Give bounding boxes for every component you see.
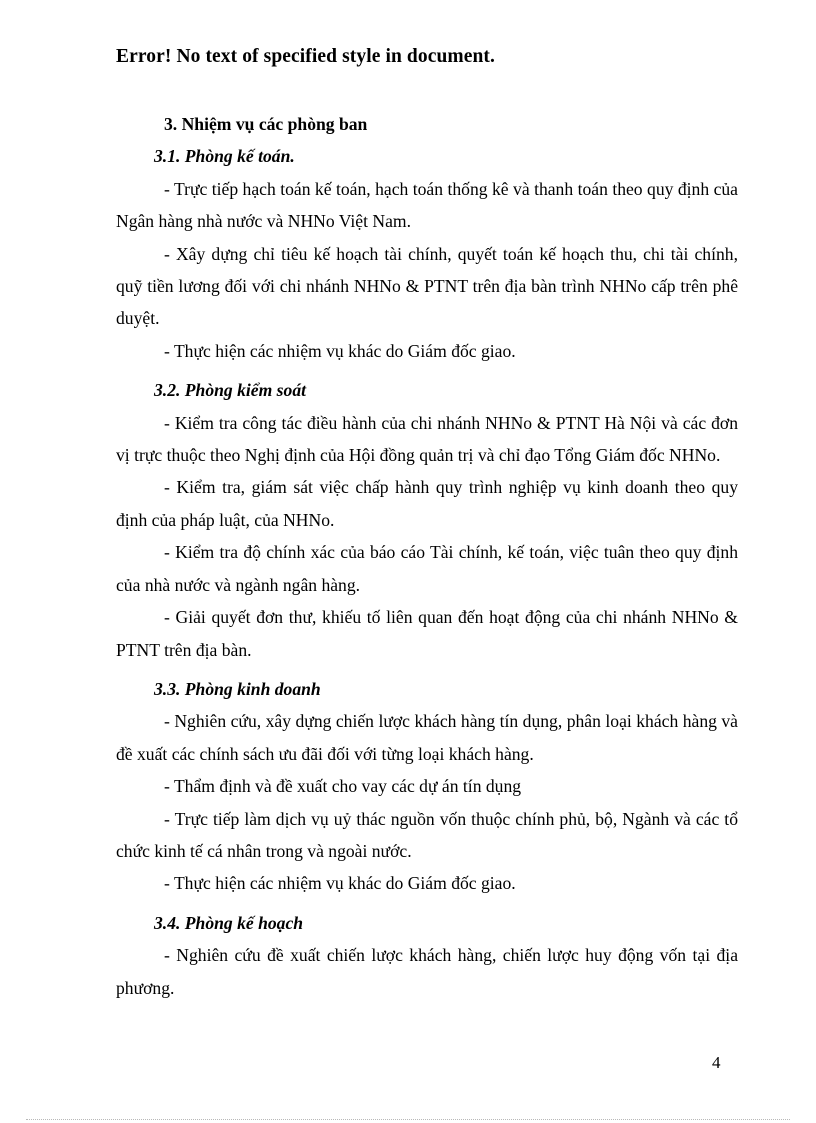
paragraph: - Kiểm tra công tác điều hành của chi nhánh NHNo & PTNT Hà Nội và các đơn vị trực thuộc theo Nghị định của Hội đồng quản trị và chỉ đạo Tổng Giám đốc NHNo. — [116, 412, 738, 466]
subsection-title-control: 3.2. Phòng kiểm soát — [154, 380, 307, 401]
paragraph: - Trực tiếp làm dịch vụ uỷ thác nguồn vốn thuộc chính phủ, bộ, Ngành và các tổ chức kinh tế cá nhân trong và ngoài nước. — [116, 808, 738, 861]
paragraph: - Xây dựng chỉ tiêu kế hoạch tài chính, quyết toán kế hoạch thu, chi tài chính, quỹ tiền lương đối với chi nhánh NHNo & PTNT trên địa bàn trình NHNo cấp trên phê duyệt. — [116, 243, 738, 329]
page-number: 4 — [712, 1053, 721, 1072]
section-title: 3. Nhiệm vụ các phòng ban — [164, 114, 368, 134]
paragraph: - Trực tiếp hạch toán kế toán, hạch toán thống kê và thanh toán theo quy định của Ngân hàng nhà nước và NHNo Việt Nam. — [116, 178, 738, 232]
document-body — [116, 108, 738, 1004]
page-bottom-divider — [26, 1119, 790, 1120]
subsection-title-business: 3.3. Phòng kinh doanh — [154, 678, 321, 699]
paragraph: - Nghiên cứu đề xuất chiến lược khách hàng, chiến lược huy động vốn tại địa phương. — [116, 945, 738, 998]
paragraph: - Kiểm tra, giám sát việc chấp hành quy trình nghiệp vụ kinh doanh theo quy định của pháp luật, của NHNo. — [116, 477, 738, 530]
paragraph: - Nghiên cứu, xây dựng chiến lược khách hàng tín dụng, phân loại khách hàng và đề xuất các chính sách ưu đãi đối với từng loại khách hàng. — [116, 711, 738, 764]
paragraph: - Kiểm tra độ chính xác của báo cáo Tài chính, kế toán, việc tuân theo quy định của nhà nước và ngành ngân hàng. — [116, 542, 738, 595]
paragraph: - Thực hiện các nhiệm vụ khác do Giám đốc giao. — [164, 340, 516, 361]
page-header: Error! No text of specified style in document. — [116, 46, 496, 67]
paragraph: - Giải quyết đơn thư, khiếu tố liên quan đến hoạt động của chi nhánh NHNo & PTNT trên địa bàn. — [116, 607, 738, 660]
paragraph: - Thẩm định và đề xuất cho vay các dự án tín dụng — [164, 776, 522, 797]
subsection-title-planning: 3.4. Phòng kế hoạch — [154, 912, 304, 933]
subsection-title-accounting: 3.1. Phòng kế toán. — [154, 146, 295, 167]
paragraph: - Thực hiện các nhiệm vụ khác do Giám đốc giao. — [164, 873, 516, 894]
